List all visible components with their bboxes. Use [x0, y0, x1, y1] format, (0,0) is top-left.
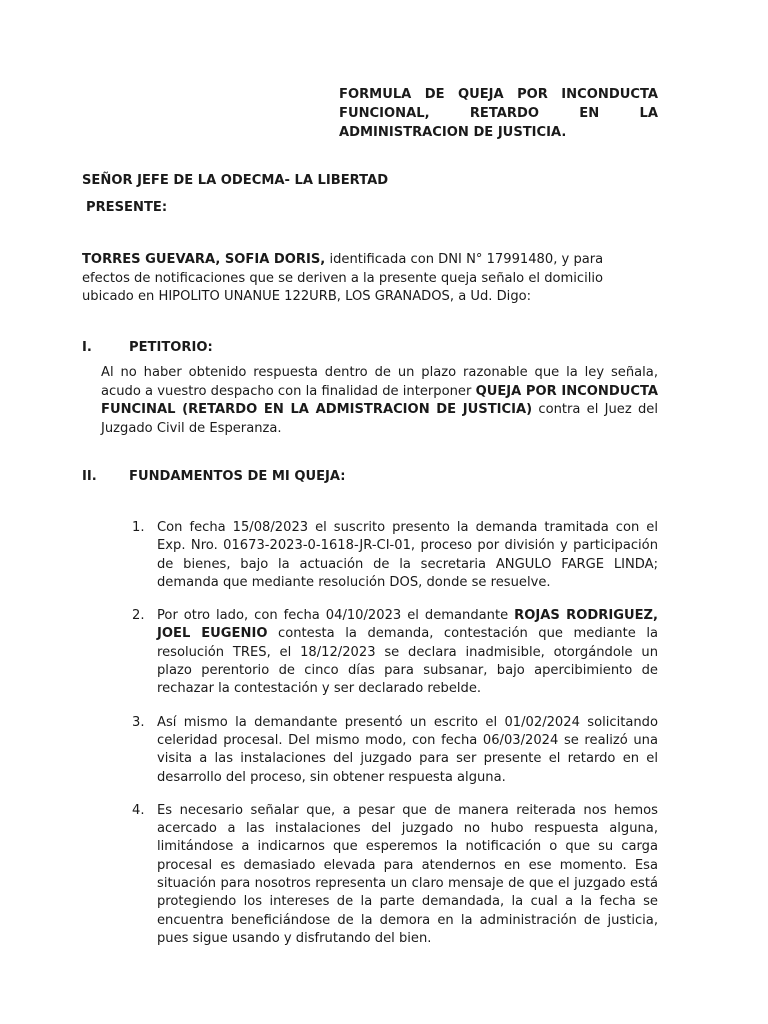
section-number: II. — [82, 469, 97, 484]
section-heading-petitorio — [82, 338, 213, 357]
item-text: Así mismo la demandante presentó un escrito el 01/02/2024 solicitando celeridad procesal. Del mismo modo, con fecha 06/03/2024 se realizó una visita a las instalaciones del juzgado para ser presente el retardo en el desarrollo del proceso, sin obtener respuesta alguna. — [157, 714, 658, 785]
petitorio-text-after: contra el Juez del Juzgado Civil de Esperanza. — [101, 402, 658, 436]
item-number: 1. — [132, 520, 145, 535]
intro-text: identificada con DNI N° 17991480, y para efectos de notificaciones que se deriven a la presente queja señalo el domicilio ubicado en HIPOLITO UNANUE 122URB, LOS GRANADOS, a Ud. Digo: — [82, 252, 604, 304]
complainant-name: TORRES GUEVARA, SOFIA DORIS, — [82, 252, 326, 267]
item-text: Es necesario señalar que, a pesar que de manera reiterada nos hemos acercado a las instalaciones del juzgado no hubo respuesta alguna, limitándose a indicarnos que esperemos la notificación o que su carga procesal es demasiado elevada para atendernos en ese momento. Esa situación para nosotros representa un claro mensaje de que el juzgado está protegiendo los intereses de la parte demandada, la cual a la fecha se encuentra beneficiándose de la demora en la administración de justicia, pues sigue usando y disfrutando del bien. — [157, 802, 658, 946]
intro-paragraph — [82, 251, 606, 307]
section-number: I. — [82, 340, 92, 355]
section-title: PETITORIO: — [129, 340, 213, 355]
list-item — [132, 519, 658, 592]
defendant-name: ROJAS RODRIGUEZ, JOEL EUGENIO — [157, 608, 658, 642]
presente-label: PRESENTE: — [86, 200, 168, 215]
item-number: 2. — [132, 608, 145, 624]
petitorio-text-before: Al no haber obtenido respuesta dentro de un plazo razonable que la ley señala, acudo a vuestro despacho con la finalidad de interponer — [101, 365, 658, 399]
addressee: SEÑOR JEFE DE LA ODECMA- LA LIBERTAD — [82, 173, 389, 188]
petitorio-bold: QUEJA POR INCONDUCTA FUNCINAL (RETARDO EN LA ADMISTRACION DE JUSTICIA) — [101, 383, 659, 418]
list-item — [132, 714, 658, 787]
item-text — [157, 607, 658, 698]
document-title: FORMULA DE QUEJA POR INCONDUCTA FUNCIONAL, RETARDO EN LA ADMINISTRACION DE JUSTICIA. — [339, 87, 658, 140]
item-text-after: contesta la demanda, contestación que mediante la resolución TRES, el 18/12/2023 se declara inadmisible, otorgándole un plazo perentorio de cinco días para subsanar, bajo apercibimiento de rechazar la contestación y ser declarado rebelde. — [157, 626, 658, 697]
section-title: FUNDAMENTOS DE MI QUEJA: — [129, 469, 346, 484]
list-item — [132, 607, 658, 698]
item-text: Con fecha 15/08/2023 el suscrito presento la demanda tramitada con el Exp. Nro. 01673-2023-0-1618-JR-CI-01, proceso por división y participación de bienes, bajo la actuación de la secretaria ANGULO FARGE LINDA; demanda que mediante resolución DOS, donde se resuelve. — [157, 520, 658, 590]
fundamentos-list — [132, 519, 658, 948]
list-item — [132, 802, 658, 948]
petitorio-paragraph — [101, 364, 658, 438]
section-heading-fundamentos — [82, 467, 346, 486]
item-number: 4. — [132, 802, 145, 818]
item-number: 3. — [132, 714, 145, 730]
item-text-before: Por otro lado, con fecha 04/10/2023 el demandante — [157, 608, 515, 624]
